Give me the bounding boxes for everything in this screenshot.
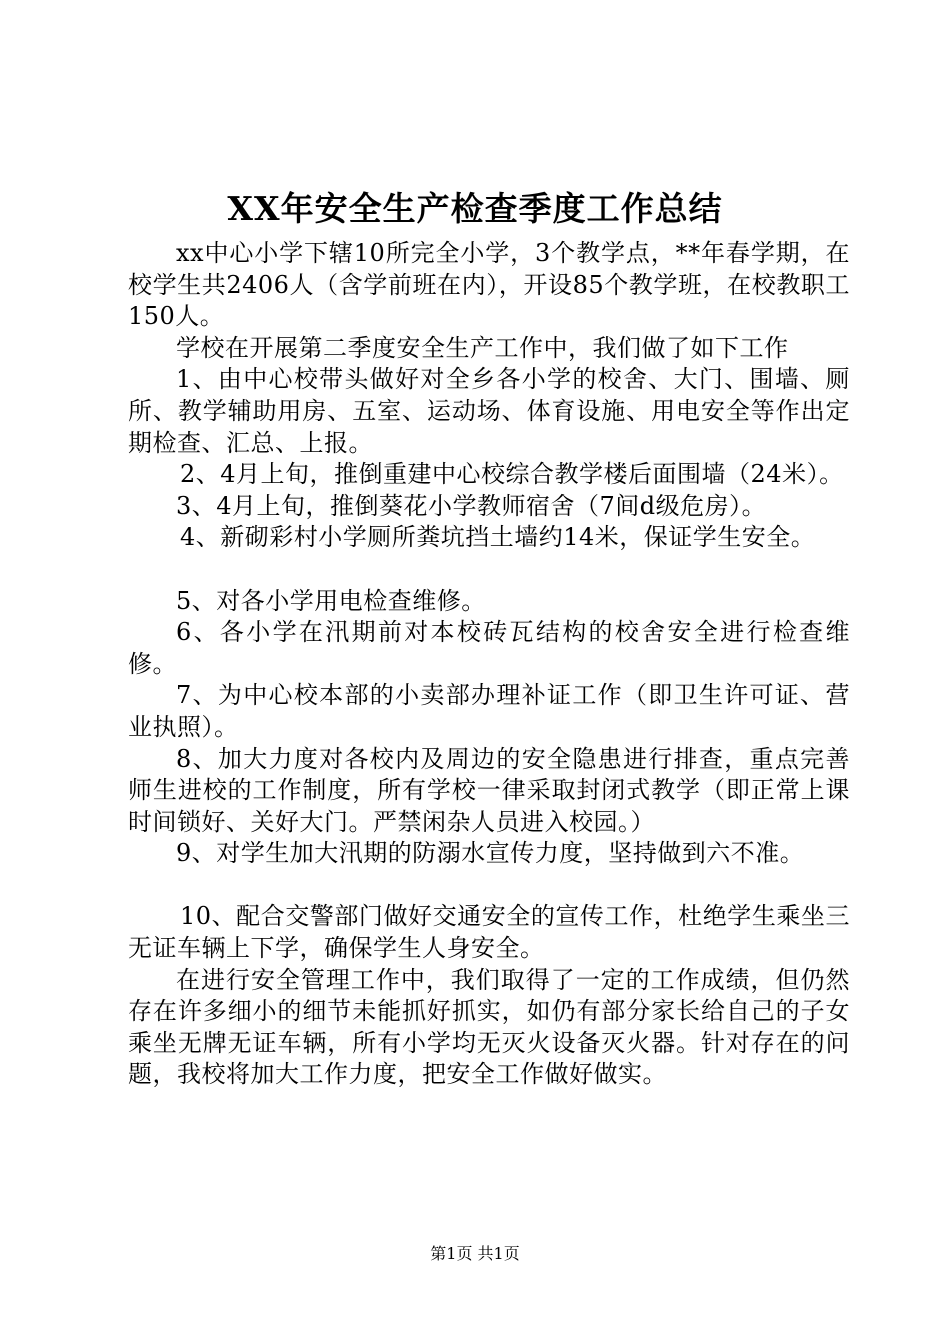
paragraph-item-5: 5、对各小学用电检查维修。 (176, 586, 486, 615)
paragraph-item-7: 7、为中心校本部的小卖部办理补证工作（即卫生许可证、营业执照）。 (128, 681, 850, 741)
paragraph-item-4: 4、新砌彩村小学厕所粪坑挡土墙约14米，保证学生安全。 (180, 523, 816, 552)
paragraph-item-3: 3、4月上旬，推倒葵花小学教师宿舍（7间d级危房）。 (176, 491, 767, 520)
document-title: XX年安全生产检查季度工作总结 (227, 189, 723, 228)
paragraph-item-1: 1、由中心校带头做好对全乡各小学的校舍、大门、围墙、厕所、教学辅助用房、五室、运动场、体育设施、用电安全等作出定期检查、汇总、上报。 (128, 365, 850, 457)
paragraph-item-2: 2、4月上旬，推倒重建中心校综合教学楼后面围墙（24米）。 (180, 460, 844, 489)
paragraph-item-6: 6、各小学在汛期前对本校砖瓦结构的校舍安全进行检查维修。 (128, 618, 850, 678)
paragraph-item-9: 9、对学生加大汛期的防溺水宣传力度，坚持做到六不准。 (176, 839, 805, 868)
paragraph-item-8: 8、加大力度对各校内及周边的安全隐患进行排查，重点完善师生进校的工作制度，所有学校一律采取封闭式教学（即正常上课时间锁好、关好大门。严禁闲杂人员进入校园。） (128, 744, 850, 836)
paragraph-item-10: 10、配合交警部门做好交通安全的宣传工作，杜绝学生乘坐三无证车辆上下学，确保学生人身安全。 (128, 902, 850, 963)
paragraph-conclusion: 在进行安全管理工作中，我们取得了一定的工作成绩，但仍然存在许多细小的细节未能抓好抓实，如仍有部分家长给自己的子女乘坐无牌无证车辆，所有小学均无灭火设备灭火器。针对存在的问题，我校将加大工作力度，把安全工作做好做实。 (128, 965, 850, 1089)
paragraph-intro: xx中心小学下辖10所完全小学，3个教学点，**年春学期，在校学生共2406人（含学前班在内），开设85个教学班，在校教职工150人。 (128, 239, 850, 331)
document-body (128, 238, 850, 1091)
paragraph-work-lead: 学校在开展第二季度安全生产工作中，我们做了如下工作 (176, 333, 789, 362)
page-footer: 第1页 共1页 (430, 1244, 520, 1263)
